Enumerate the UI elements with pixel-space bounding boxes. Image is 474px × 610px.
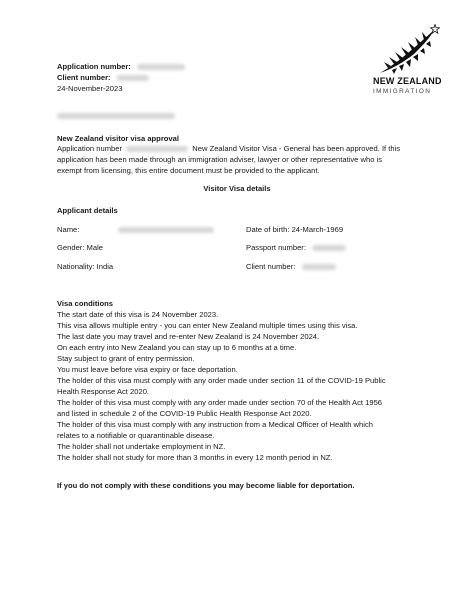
star-icon	[430, 24, 440, 34]
approval-line-1-suffix: New Zealand Visitor Visa - General has been approved. If this	[192, 144, 401, 153]
approval-line-1	[57, 144, 400, 154]
redacted-client-number	[117, 75, 149, 81]
redacted-passport-number	[312, 245, 346, 251]
applicant-client-row	[246, 262, 336, 272]
condition-line: The holder of this visa must comply with any instruction from a Medical Officer of Health which	[57, 420, 373, 429]
client-number-row	[57, 73, 149, 83]
condition-line: and listed in schedule 2 of the COVID-19 Public Health Response Act 2020.	[57, 409, 312, 418]
application-number-row	[57, 62, 185, 72]
redacted-applicant-name	[118, 227, 214, 233]
applicant-nationality: Nationality: India	[57, 262, 114, 271]
redacted-recipient	[57, 113, 175, 119]
applicant-details-heading: Applicant details	[57, 206, 118, 215]
client-number-label: Client number:	[57, 73, 111, 82]
document-date: 24-November-2023	[57, 84, 123, 93]
applicant-dob: Date of birth: 24-March-1969	[246, 225, 344, 234]
condition-line: The holder shall not undertake employment in NZ.	[57, 442, 226, 451]
condition-line: Health Response Act 2020.	[57, 387, 150, 396]
approval-line-1-prefix: Application number	[57, 144, 123, 153]
approval-title: New Zealand visitor visa approval	[57, 134, 179, 143]
condition-line: This visa allows multiple entry - you can enter New Zealand multiple times using this visa.	[57, 321, 358, 330]
condition-line: You must leave before visa expiry or face deportation.	[57, 365, 238, 374]
condition-line: Stay subject to grant of entry permission.	[57, 354, 195, 363]
condition-line: The holder of this visa must comply with any order made under section 70 of the Health Act 1956	[57, 398, 383, 407]
approval-line-2: application has been made through an immigration adviser, lawyer or other representative who is	[57, 155, 383, 164]
applicant-name-row	[57, 225, 214, 235]
condition-line: The holder shall not study for more than 3 months in every 12 month period in NZ.	[57, 453, 333, 462]
condition-line: On each entry into New Zealand you can stay up to 6 months at a time.	[57, 343, 297, 352]
nz-immigration-logo	[372, 24, 444, 99]
visa-conditions-heading: Visa conditions	[57, 299, 113, 308]
condition-line: The holder of this visa must comply with any order made under section 11 of the COVID-19 Public	[57, 376, 386, 385]
redacted-approval-number	[126, 146, 188, 152]
deportation-warning: If you do not comply with these conditions you may become liable for deportation.	[57, 481, 355, 490]
visa-details-title: Visitor Visa details	[203, 184, 271, 193]
logo-text-immigration: IMMIGRATION	[373, 88, 432, 95]
redacted-application-number	[137, 64, 185, 70]
redacted-recipient-row	[57, 111, 175, 121]
condition-line: The start date of this visa is 24 November 2023.	[57, 310, 219, 319]
redacted-applicant-client-number	[302, 264, 336, 270]
condition-line: relates to a notifiable or quarantinable disease.	[57, 431, 215, 440]
logo-text-new-zealand: NEW ZEALAND	[373, 76, 442, 86]
applicant-client-label: Client number:	[246, 262, 296, 271]
applicant-gender: Gender: Male	[57, 243, 104, 252]
applicant-passport-row	[246, 243, 346, 253]
applicant-passport-label: Passport number:	[246, 243, 306, 252]
approval-line-3: exempt from licensing, this entire document must be provided to the applicant.	[57, 166, 320, 175]
application-number-label: Application number:	[57, 62, 131, 71]
condition-line: The last date you may travel and re-enter New Zealand is 24 November 2024.	[57, 332, 320, 341]
applicant-name-label: Name:	[57, 225, 80, 234]
